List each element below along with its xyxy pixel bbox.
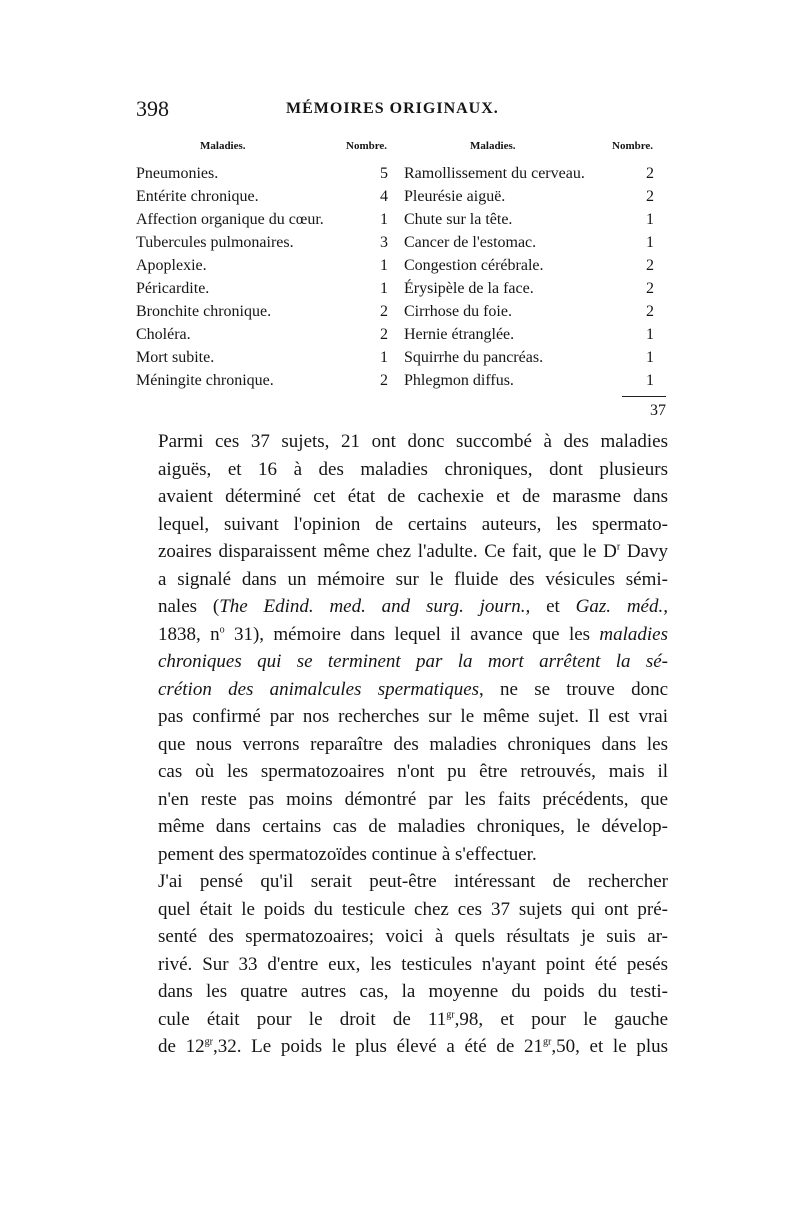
count-left: 4 xyxy=(380,188,388,205)
text-line: zoaires disparaissent même chez l'adulte. Ce fait, que le $D^r$ Davy xyxy=(158,541,668,562)
text-line: J'ai pensé qu'il serait peut-être intéressant de rechercher xyxy=(158,871,668,892)
table-row xyxy=(136,185,668,208)
table-row xyxy=(136,369,668,392)
count-right: 1 xyxy=(646,326,654,343)
disease-left: Entérite chronique. xyxy=(136,188,259,205)
count-left: 1 xyxy=(380,349,388,366)
disease-right: Hernie étranglée. xyxy=(404,326,515,343)
text-line: crétion des animalcules spermatiques, ne se trouve donc xyxy=(158,678,668,700)
paragraph-1 xyxy=(136,428,668,868)
count-right: 1 xyxy=(646,372,654,389)
text-line: n'en reste pas moins démontré par les faits précédents, que xyxy=(158,788,668,810)
count-left: 2 xyxy=(380,326,388,343)
count-left: 5 xyxy=(380,165,388,182)
disease-left: Péricardite. xyxy=(136,280,210,297)
count-left: 2 xyxy=(380,303,388,320)
count-right: 2 xyxy=(646,257,654,274)
disease-right: Chute sur la tête. xyxy=(404,211,513,228)
page-header xyxy=(136,96,666,126)
disease-left: Tubercules pulmonaires. xyxy=(136,234,294,251)
text-line: quel était le poids du testicule chez ces 37 sujets qui ont pré- xyxy=(158,898,668,920)
header-nombre-right: Nombre. xyxy=(612,140,654,152)
disease-right: Ramollissement du cerveau. xyxy=(404,165,585,182)
disease-left: Choléra. xyxy=(136,326,191,343)
text-line: nales (The Edind. med. and surg. journ., et Gaz. méd., xyxy=(158,596,668,617)
disease-right: Squirrhe du pancréas. xyxy=(404,349,544,366)
disease-right: Cancer de l'estomac. xyxy=(404,234,537,251)
count-right: 2 xyxy=(646,188,654,205)
disease-right: Pleurésie aiguë. xyxy=(404,188,506,205)
count-left: 1 xyxy=(380,257,388,274)
text-line: chroniques qui se terminent par la mort arrêtent la sé- xyxy=(158,651,668,672)
sum-rule xyxy=(622,396,666,397)
count-right: 1 xyxy=(646,349,654,366)
table-rows xyxy=(136,162,668,392)
body-text xyxy=(136,428,668,1061)
text-line: 1838, $n^o$ 31), mémoire dans lequel il avance que les maladies xyxy=(158,623,669,645)
text-line: avaient déterminé cet état de cachexie et de marasme dans xyxy=(158,486,668,507)
page-number: 398 xyxy=(136,96,169,121)
text-line: cas où les spermatozoaires n'ont pu être retrouvés, mais il xyxy=(158,761,668,782)
table-row xyxy=(136,254,668,277)
table-row xyxy=(136,346,668,369)
table-total: 37 xyxy=(650,402,666,419)
table-column-headers xyxy=(136,140,668,162)
table-row xyxy=(136,277,668,300)
count-left: 2 xyxy=(380,372,388,389)
text-line: cule était pour le droit de $11^{gr},98$, et pour le gauche xyxy=(158,1008,668,1030)
disease-right: Congestion cérébrale. xyxy=(404,257,544,274)
count-left: 1 xyxy=(380,280,388,297)
count-left: 1 xyxy=(380,211,388,228)
text-line: même dans certains cas de maladies chroniques, le dévelop- xyxy=(158,816,668,837)
text-line: pas confirmé par nos recherches sur le même sujet. Il est vrai xyxy=(158,706,668,727)
count-right: 2 xyxy=(646,280,654,297)
text-line: Parmi ces 37 sujets, 21 ont donc succombé à des maladies xyxy=(158,431,668,452)
disease-left: Méningite chronique. xyxy=(136,372,274,389)
table-row xyxy=(136,231,668,254)
text-line: dans les quatre autres cas, la moyenne du poids du testi- xyxy=(158,981,668,1002)
text-line: senté des spermatozoaires; voici à quels résultats je suis ar- xyxy=(158,926,668,947)
disease-right: Cirrhose du foie. xyxy=(404,303,512,320)
count-left: 3 xyxy=(380,234,388,251)
paragraph-2 xyxy=(136,868,668,1061)
header-maladies-left: Maladies. xyxy=(200,140,246,152)
text-line: aiguës, et 16 à des maladies chroniques, dont plusieurs xyxy=(158,458,668,480)
text-line: rivé. Sur 33 d'entre eux, les testicules n'ayant point été pesés xyxy=(158,953,668,975)
count-right: 1 xyxy=(646,234,654,251)
disease-left: Bronchite chronique. xyxy=(136,303,272,320)
count-right: 2 xyxy=(646,165,654,182)
table-row xyxy=(136,162,668,185)
table-row xyxy=(136,208,668,231)
text-line: lequel, suivant l'opinion de certains auteurs, les spermato- xyxy=(158,513,668,535)
header-maladies-right: Maladies. xyxy=(470,140,516,152)
count-right: 2 xyxy=(646,303,654,320)
disease-left: Mort subite. xyxy=(136,349,215,366)
disease-left: Apoplexie. xyxy=(136,257,207,274)
text-line: de $12^{gr},32$. Le poids le plus élevé a été de $21^{gr},50$, et le plus xyxy=(158,1036,669,1057)
text-line: pement des spermatozoïdes continue à s'effectuer. xyxy=(158,843,537,865)
table-row xyxy=(136,300,668,323)
disease-right: Phlegmon diffus. xyxy=(404,372,514,389)
table-row xyxy=(136,323,668,346)
count-right: 1 xyxy=(646,211,654,228)
text-line: a signalé dans un mémoire sur le fluide des vésicules sémi- xyxy=(158,568,668,590)
text-line: que nous verrons reparaître des maladies chroniques dans les xyxy=(158,733,668,755)
running-title: MÉMOIRES ORIGINAUX. xyxy=(286,100,499,117)
diseases-table xyxy=(136,140,668,392)
disease-left: Affection organique du cœur. xyxy=(136,211,324,228)
disease-right: Érysipèle de la face. xyxy=(404,280,534,297)
disease-left: Pneumonies. xyxy=(136,165,219,182)
header-nombre-left: Nombre. xyxy=(346,140,388,152)
